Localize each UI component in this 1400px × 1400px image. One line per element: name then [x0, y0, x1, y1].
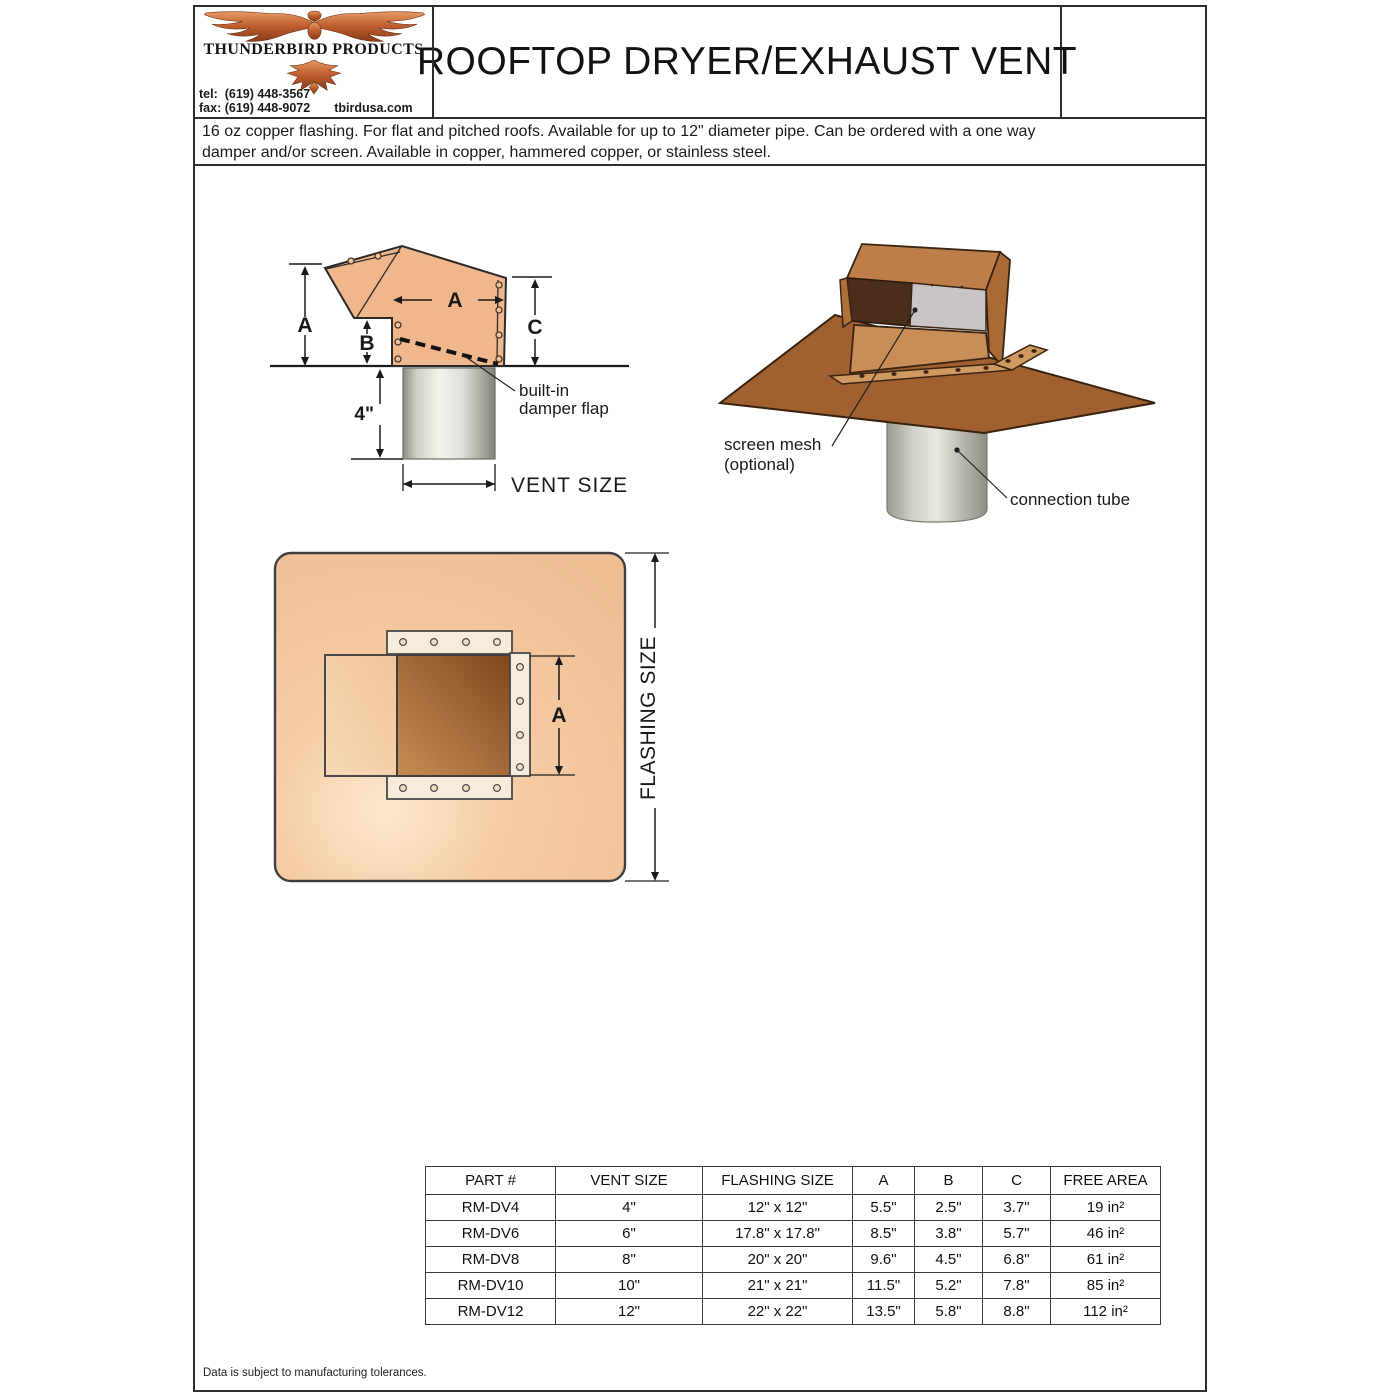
table-header-cell: VENT SIZE — [556, 1167, 703, 1195]
table-header-cell: C — [983, 1167, 1051, 1195]
table-cell: 8.5" — [853, 1221, 915, 1247]
table-cell: RM-DV10 — [426, 1273, 556, 1299]
table-cell: RM-DV4 — [426, 1195, 556, 1221]
tube-length-label: 4" — [354, 404, 374, 425]
datasheet-page — [193, 5, 1207, 1392]
product-description — [195, 119, 1205, 166]
vent-size-extension-lines — [403, 464, 495, 491]
flashing-size-label: FLASHING SIZE — [637, 635, 660, 801]
description-line-1: 16 oz copper flashing. For flat and pitched roofs. Available for up to 12" diameter pipe. Can be ordered with a one way — [202, 123, 1036, 140]
tel-label: tel: — [199, 87, 225, 101]
table-cell: 3.7" — [983, 1195, 1051, 1221]
table-cell: 85 in² — [1051, 1273, 1161, 1299]
title-cell — [416, 7, 1078, 117]
table-cell: 4.5" — [915, 1247, 983, 1273]
table-header-cell: B — [915, 1167, 983, 1195]
table-cell: 5.5" — [853, 1195, 915, 1221]
brand-name: THUNDERBIRD PRODUCTS — [203, 41, 424, 58]
table-cell: 5.2" — [915, 1273, 983, 1299]
table-cell: 11.5" — [853, 1273, 915, 1299]
website: tbirdusa.com — [334, 100, 413, 115]
dim-label-a-topview: A — [551, 704, 567, 727]
dim-label-c: C — [527, 316, 543, 339]
tel-line — [199, 88, 430, 102]
fax-number: (619) 448-9072 — [224, 100, 311, 115]
flashing-top-view-diagram — [257, 538, 687, 898]
side-view-diagram — [267, 233, 677, 533]
table-cell: 2.5" — [915, 1195, 983, 1221]
table-cell: 21" x 21" — [703, 1273, 853, 1299]
spec-table — [425, 1166, 1161, 1325]
table-row — [426, 1195, 1161, 1221]
table-header-cell: FREE AREA — [1051, 1167, 1161, 1195]
tolerance-note: Data is subject to manufacturing tolerances. — [203, 1367, 427, 1379]
vent-opening-square — [397, 655, 510, 776]
table-cell: 8" — [556, 1247, 703, 1273]
table-cell: RM-DV6 — [426, 1221, 556, 1247]
drawing-area — [195, 166, 1205, 1392]
table-cell: 9.6" — [853, 1247, 915, 1273]
table-cell: 13.5" — [853, 1299, 915, 1325]
connection-tube-label: connection tube — [1010, 490, 1131, 509]
screen-mesh-panel — [910, 283, 986, 331]
dark-opening — [847, 278, 912, 326]
dim-a-vertical-lines — [289, 264, 322, 357]
logo-block — [195, 7, 434, 117]
contact-block — [199, 88, 430, 115]
header — [195, 7, 1205, 119]
table-header-cell: PART # — [426, 1167, 556, 1195]
table-cell: 17.8" x 17.8" — [703, 1221, 853, 1247]
table-cell: 8.8" — [983, 1299, 1051, 1325]
table-row — [426, 1273, 1161, 1299]
tel-number: (619) 448-3567 — [224, 87, 311, 101]
table-header-row — [426, 1167, 1161, 1195]
table-row — [426, 1299, 1161, 1325]
table-cell: 4" — [556, 1195, 703, 1221]
right-flange — [510, 653, 530, 776]
description-line-2: damper and/or screen. Available in copper, hammered copper, or stainless steel. — [202, 144, 771, 161]
table-header-cell: A — [853, 1167, 915, 1195]
table-cell: 22" x 22" — [703, 1299, 853, 1325]
fax-line — [199, 102, 430, 116]
table-cell: 6" — [556, 1221, 703, 1247]
table-row — [426, 1221, 1161, 1247]
table-cell: 20" x 20" — [703, 1247, 853, 1273]
isometric-view-diagram — [702, 218, 1182, 528]
table-cell: RM-DV12 — [426, 1299, 556, 1325]
table-cell: 61 in² — [1051, 1247, 1161, 1273]
page-title: ROOFTOP DRYER/EXHAUST VENT — [416, 40, 1078, 83]
table-cell: 3.8" — [915, 1221, 983, 1247]
fax-label: fax: — [199, 100, 225, 115]
table-cell: 12" x 12" — [703, 1195, 853, 1221]
side-panel — [325, 655, 397, 776]
corner-box — [1062, 7, 1205, 117]
table-cell: 7.8" — [983, 1273, 1051, 1299]
screen-mesh-label-line2: (optional) — [724, 455, 795, 474]
damper-flap-label-line2: damper flap — [519, 399, 609, 418]
dim-label-a-vertical: A — [297, 314, 313, 337]
dim-label-a-horizontal: A — [447, 289, 463, 312]
table-cell: 46 in² — [1051, 1221, 1161, 1247]
vent-size-label: VENT SIZE — [511, 474, 629, 497]
table-cell: 112 in² — [1051, 1299, 1161, 1325]
table-cell: 5.7" — [983, 1221, 1051, 1247]
table-cell: 10" — [556, 1273, 703, 1299]
screen-mesh-label-line1: screen mesh — [724, 435, 822, 454]
connection-tube-side — [403, 368, 495, 459]
table-cell: 12" — [556, 1299, 703, 1325]
table-header-cell: FLASHING SIZE — [703, 1167, 853, 1195]
table-cell: RM-DV8 — [426, 1247, 556, 1273]
damper-flap-label-line1: built-in — [519, 381, 570, 400]
dim-label-b: B — [359, 332, 375, 355]
table-cell: 6.8" — [983, 1247, 1051, 1273]
table-cell: 5.8" — [915, 1299, 983, 1325]
table-row — [426, 1247, 1161, 1273]
connection-tube-iso — [887, 418, 987, 522]
table-cell: 19 in² — [1051, 1195, 1161, 1221]
